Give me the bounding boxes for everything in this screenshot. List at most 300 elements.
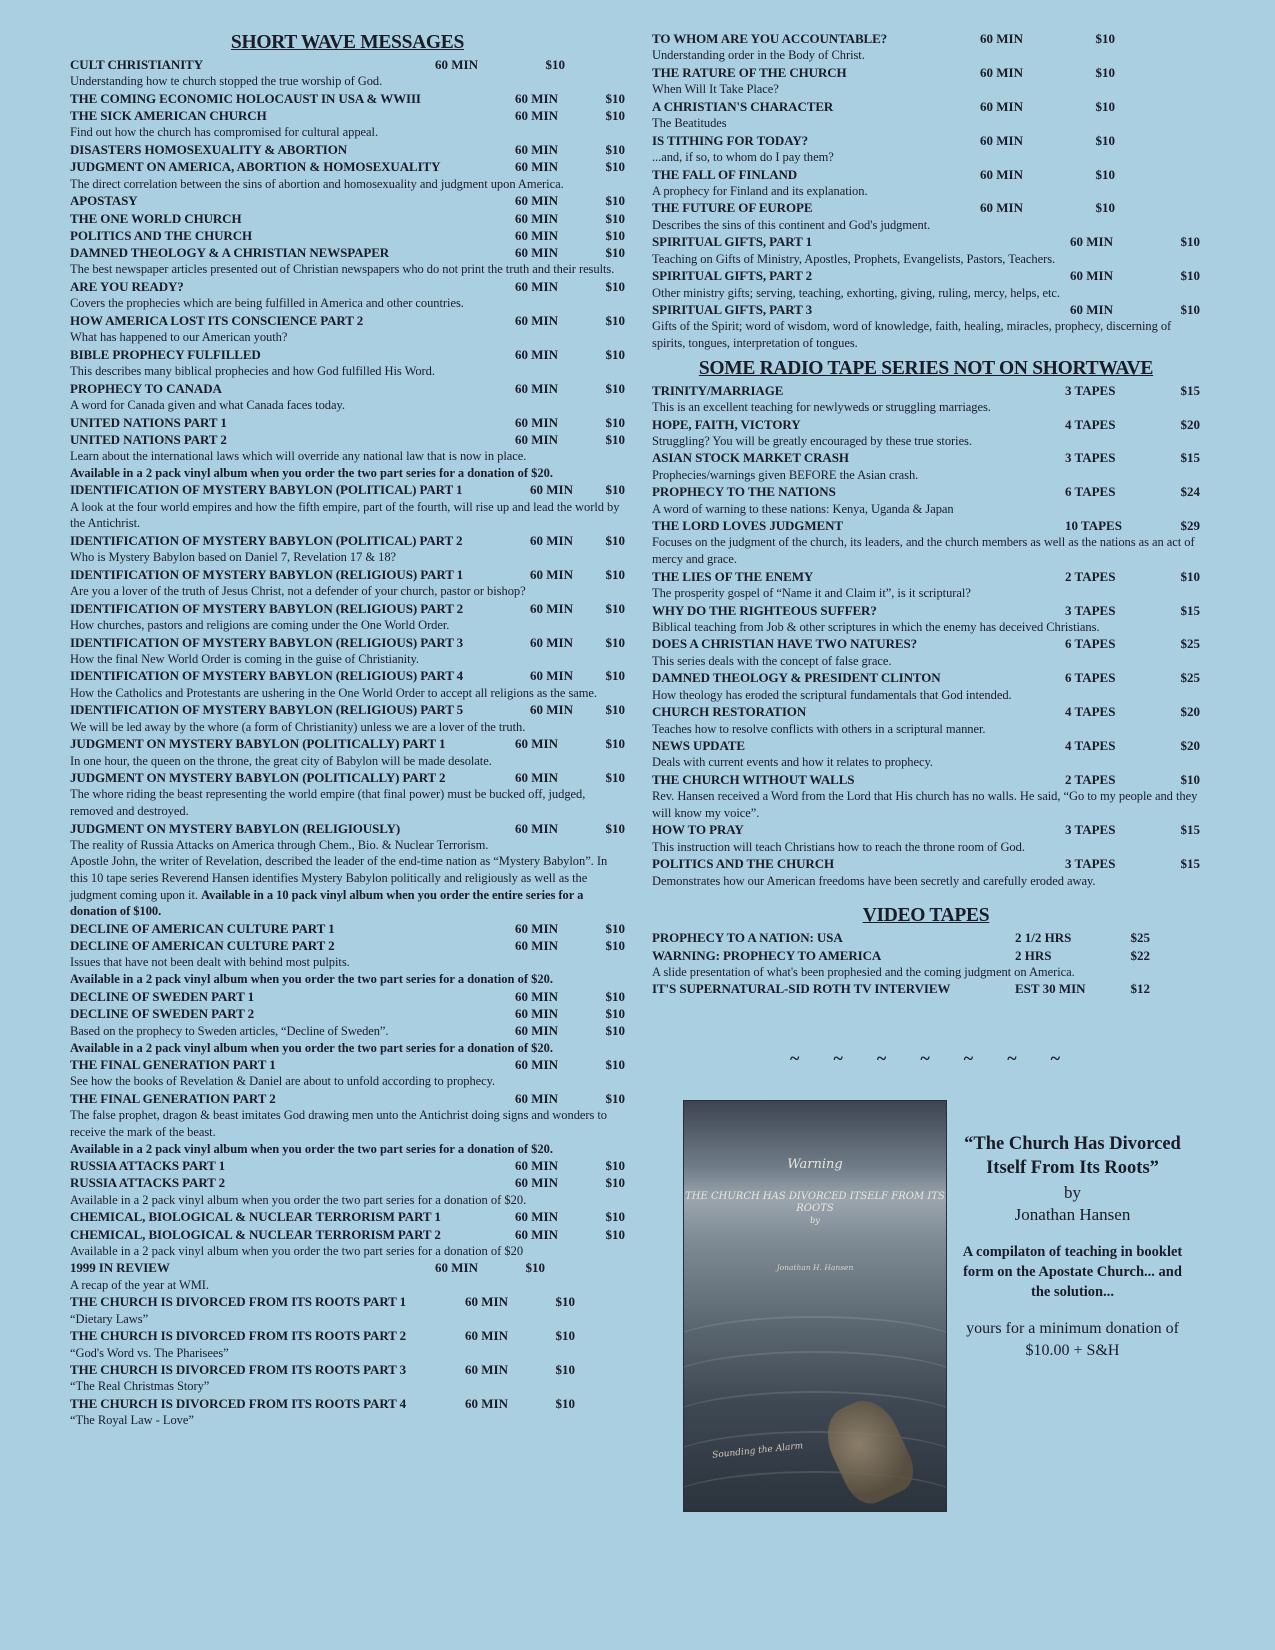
item-description: Rev. Hansen received a Word from the Lord that His church has no walls. He said, “Go to my people and they will know my voice”. (652, 789, 1198, 820)
catalog-item (70, 192, 625, 209)
album-offer-note: Available in a 2 pack vinyl album when you order the two part series for a donation of $20 (70, 1243, 524, 1258)
album-offer-note: Available in a 2 pack vinyl album when you order the two part series for a donation of $20. (70, 1040, 554, 1055)
item-duration: 60 MIN (530, 532, 573, 548)
item-price: $10 (605, 770, 625, 786)
item-description: Struggling? You will be greatly encouraged by these true stories. (652, 433, 972, 448)
catalog-item (652, 30, 1200, 64)
item-row (70, 1090, 625, 1107)
item-price: $12 (1130, 981, 1150, 997)
item-title: THE CHURCH WITHOUT WALLS (652, 772, 855, 787)
item-row (652, 568, 1200, 585)
item-duration: 60 MIN (515, 736, 558, 752)
item-duration: 3 TAPES (1065, 602, 1116, 618)
item-price: $10 (555, 1396, 575, 1412)
book-cover-image (683, 1100, 947, 1512)
item-row (70, 1226, 625, 1243)
item-row (70, 1157, 625, 1174)
item-title: JUDGMENT ON AMERICA, ABORTION & HOMOSEXUALITY (70, 159, 441, 175)
item-title: DOES A CHRISTIAN HAVE TWO NATURES? (652, 636, 917, 652)
item-row (652, 635, 1200, 652)
item-duration: 2 HRS (1015, 947, 1052, 963)
item-row (652, 980, 1200, 997)
item-row (70, 1056, 625, 1073)
item-title: IDENTIFICATION OF MYSTERY BABYLON (POLITICAL) PART 1 (70, 482, 463, 498)
item-duration: 60 MIN (1070, 234, 1113, 250)
item-row (652, 602, 1200, 619)
item-title: IDENTIFICATION OF MYSTERY BABYLON (RELIGIOUS) PART 1 (70, 566, 464, 582)
catalog-item (652, 233, 1200, 267)
catalog-item (652, 199, 1200, 233)
item-duration: 2 1/2 HRS (1015, 930, 1072, 946)
item-title: CHURCH RESTORATION (652, 704, 807, 720)
item-title: RUSSIA ATTACKS PART 2 (70, 1175, 226, 1191)
item-title: DECLINE OF AMERICAN CULTURE PART 2 (70, 938, 335, 954)
item-description: We will be led away by the whore (a form of Christianity) unless we are a lover of the truth. (70, 719, 526, 734)
item-duration: 60 MIN (515, 1005, 558, 1021)
item-title: CULT CHRISTIANITY (70, 57, 204, 72)
item-duration: 60 MIN (1070, 268, 1113, 284)
item-duration: 60 MIN (980, 200, 1023, 216)
item-title: IDENTIFICATION OF MYSTERY BABYLON (RELIGIOUS) PART 5 (70, 702, 464, 718)
catalog-item (70, 141, 625, 158)
item-price: $20 (1180, 704, 1200, 720)
item-description: In one hour, the queen on the throne, the great city of Babylon will be made desolate. (70, 753, 492, 768)
item-description: A word of warning to these nations: Kenya, Uganda & Japan (652, 501, 954, 516)
catalog-item (652, 301, 1200, 351)
item-duration: 60 MIN (515, 108, 558, 124)
item-title: UNITED NATIONS PART 2 (70, 431, 227, 447)
item-title: IDENTIFICATION OF MYSTERY BABYLON (RELIGIOUS) PART 2 (70, 600, 464, 616)
item-title: JUDGMENT ON MYSTERY BABYLON (RELIGIOUSLY) (70, 820, 401, 836)
item-price: $24 (1180, 484, 1200, 500)
item-price: $10 (605, 193, 625, 209)
item-row (70, 667, 625, 684)
item-description: What has happened to our American youth? (70, 330, 288, 345)
item-row (70, 1361, 625, 1378)
item-title: IT'S SUPERNATURAL-SID ROTH TV INTERVIEW (652, 981, 951, 997)
item-description: Teaches how to resolve conflicts with others in a scriptural manner. (652, 721, 986, 736)
catalog-item (70, 634, 625, 668)
item-duration: 60 MIN (980, 132, 1023, 148)
item-title: HOW TO PRAY (652, 822, 744, 838)
item-price: $10 (605, 279, 625, 295)
item-duration: 60 MIN (515, 414, 558, 430)
item-price: $10 (605, 312, 625, 328)
item-price: $10 (605, 380, 625, 396)
item-duration: 60 MIN (515, 1057, 558, 1073)
item-description: How churches, pastors and religions are coming under the One World Order. (70, 617, 450, 632)
catalog-item (652, 483, 1200, 517)
item-duration: 60 MIN (515, 346, 558, 362)
item-row (70, 532, 625, 549)
promo-title: “The Church Has Divorced Itself From Its Roots” (964, 1134, 1181, 1178)
item-title: NEWS UPDATE (652, 738, 745, 754)
item-title: THE LORD LOVES JUDGMENT (652, 518, 843, 534)
item-title: A CHRISTIAN'S CHARACTER (652, 98, 834, 114)
item-duration: 6 TAPES (1065, 670, 1116, 686)
item-price: $10 (1180, 234, 1200, 250)
item-row (652, 517, 1200, 534)
item-duration: 60 MIN (515, 820, 558, 836)
item-row (70, 346, 625, 363)
item-price: $25 (1130, 930, 1150, 946)
item-title: IDENTIFICATION OF MYSTERY BABYLON (RELIGIOUS) PART 4 (70, 668, 464, 684)
item-description: Teaching on Gifts of Ministry, Apostles, Prophets, Evangelists, Pastors, Teachers. (652, 251, 1056, 266)
item-duration: 60 MIN (1070, 302, 1113, 318)
item-description: The best newspaper articles presented out of Christian newspapers who do not print the truth and their results. (70, 262, 615, 277)
item-title: THE ONE WORLD CHURCH (70, 210, 242, 226)
item-duration: 2 TAPES (1065, 568, 1116, 584)
item-row (652, 382, 1200, 399)
item-price: $10 (605, 702, 625, 718)
promo-description: A compilaton of teaching in booklet form on the Apostate Church... and the solution... (962, 1244, 1183, 1300)
video-tapes-heading: VIDEO TAPES (862, 905, 990, 927)
item-title: CHEMICAL, BIOLOGICAL & NUCLEAR TERRORISM PART 2 (70, 1226, 441, 1242)
item-price: $10 (555, 1294, 575, 1310)
item-title: SPIRITUAL GIFTS, PART 1 (652, 234, 813, 250)
catalog-item (70, 1327, 625, 1361)
right-column (652, 30, 1200, 998)
item-title: THE RATURE OF THE CHURCH (652, 64, 847, 80)
item-price: $10 (1095, 132, 1115, 148)
catalog-item (652, 635, 1200, 669)
item-title: UNITED NATIONS PART 1 (70, 414, 227, 430)
catalog-item (652, 929, 1200, 946)
book-cover-warning: Warning (787, 1157, 843, 1172)
item-title: PROPHECY TO A NATION: USA (652, 930, 843, 946)
catalog-item (70, 107, 625, 141)
item-price: $10 (1095, 98, 1115, 114)
catalog-item (652, 98, 1200, 132)
catalog-item (70, 769, 625, 819)
catalog-item (70, 312, 625, 346)
item-price: $29 (1180, 518, 1200, 534)
item-duration: 3 TAPES (1065, 450, 1116, 466)
item-price: $10 (605, 600, 625, 616)
misc-message-list (652, 30, 1200, 352)
item-price: $10 (525, 1260, 545, 1276)
catalog-item (652, 602, 1200, 636)
item-row (652, 947, 1200, 964)
item-price: $25 (1180, 636, 1200, 652)
book-promo (960, 1132, 1185, 1362)
item-row (652, 855, 1200, 872)
item-duration: 60 MIN (980, 64, 1023, 80)
item-price: $10 (605, 1158, 625, 1174)
item-price: $10 (605, 820, 625, 836)
item-duration: 60 MIN (515, 988, 558, 1004)
item-title: THE FINAL GENERATION PART 1 (70, 1057, 276, 1073)
item-row (70, 634, 625, 651)
item-description: “Dietary Laws” (70, 1311, 149, 1326)
item-title: IS TITHING FOR TODAY? (652, 132, 809, 148)
item-title: DECLINE OF SWEDEN PART 1 (70, 988, 254, 1004)
item-description: ...and, if so, to whom do I pay them? (652, 149, 834, 164)
item-title: DAMNED THEOLOGY & A CHRISTIAN NEWSPAPER (70, 245, 390, 261)
item-row (70, 1022, 625, 1039)
item-row (70, 937, 625, 954)
catalog-item (70, 1226, 625, 1260)
item-row (70, 481, 625, 498)
item-price: $10 (605, 346, 625, 362)
item-title: SPIRITUAL GIFTS, PART 2 (652, 268, 813, 284)
item-price: $10 (555, 1328, 575, 1344)
item-description: Deals with current events and how it relates to prophecy. (652, 755, 933, 770)
item-row (70, 158, 625, 175)
item-price: $10 (605, 210, 625, 226)
item-row (652, 98, 1200, 115)
item-duration: 60 MIN (515, 770, 558, 786)
item-duration: 4 TAPES (1065, 416, 1116, 432)
item-duration: 60 MIN (530, 566, 573, 582)
item-duration: 60 MIN (515, 142, 558, 158)
item-row (70, 1293, 625, 1310)
catalog-item (652, 416, 1200, 450)
shortwave-column (70, 30, 625, 1429)
item-description: Issues that have not been dealt with behind most pulpits. (70, 955, 350, 970)
item-row (652, 166, 1200, 183)
item-row (70, 1395, 625, 1412)
item-price: $10 (605, 1005, 625, 1021)
item-title: HOW AMERICA LOST ITS CONSCIENCE PART 2 (70, 312, 364, 328)
item-duration: 60 MIN (515, 1226, 558, 1242)
item-title: WHY DO THE RIGHTEOUS SUFFER? (652, 602, 877, 618)
item-price: $22 (1130, 947, 1150, 963)
item-price: $10 (605, 1226, 625, 1242)
book-cover-title: THE CHURCH HAS DIVORCED ITSELF FROM ITS ROOTS by (685, 1191, 945, 1225)
item-title: PROPHECY TO CANADA (70, 380, 222, 396)
item-price: $10 (605, 668, 625, 684)
item-title: IDENTIFICATION OF MYSTERY BABYLON (RELIGIOUS) PART 3 (70, 634, 464, 650)
item-price: $10 (605, 482, 625, 498)
item-description: “The Royal Law - Love” (70, 1413, 194, 1428)
item-title: TRINITY/MARRIAGE (652, 382, 784, 398)
item-description: See how the books of Revelation & Daniel are about to unfold according to prophecy. (70, 1074, 496, 1089)
item-title: DECLINE OF AMERICAN CULTURE PART 1 (70, 920, 335, 936)
item-description-extended (70, 853, 625, 919)
item-description: Biblical teaching from Job & other scriptures in which the enemy has deceived Christians. (652, 619, 1100, 634)
item-title: THE FINAL GENERATION PART 2 (70, 1091, 276, 1107)
item-price: $10 (605, 920, 625, 936)
item-title: CHEMICAL, BIOLOGICAL & NUCLEAR TERRORISM PART 1 (70, 1209, 441, 1225)
catalog-item (652, 132, 1200, 166)
catalog-item (652, 855, 1200, 889)
catalog-item (652, 382, 1200, 416)
radio-series-heading: SOME RADIO TAPE SERIES NOT ON SHORTWAVE (698, 357, 1154, 379)
catalog-item (70, 1174, 625, 1208)
item-duration: 60 MIN (435, 57, 478, 72)
item-title: HOPE, FAITH, VICTORY (652, 416, 801, 432)
item-title: THE CHURCH IS DIVORCED FROM ITS ROOTS PART 2 (70, 1328, 407, 1344)
item-description: The reality of Russia Attacks on America through Chem., Bio. & Nuclear Terrorism. (70, 837, 489, 852)
item-duration: 60 MIN (980, 98, 1023, 114)
item-duration: 4 TAPES (1065, 704, 1116, 720)
catalog-item (652, 64, 1200, 98)
item-duration: 60 MIN (530, 482, 573, 498)
item-price: $10 (545, 57, 565, 72)
catalog-item (652, 737, 1200, 771)
item-duration: 60 MIN (515, 1091, 558, 1107)
item-description: This is an excellent teaching for newlyweds or struggling marriages. (652, 399, 991, 414)
item-price: $15 (1180, 450, 1200, 466)
item-description: Covers the prophecies which are being fulfilled in America and other countries. (70, 296, 464, 311)
item-row (652, 416, 1200, 433)
catalog-item (70, 1022, 625, 1056)
item-title: JUDGMENT ON MYSTERY BABYLON (POLITICALLY) PART 2 (70, 770, 446, 786)
catalog-item (70, 988, 625, 1005)
item-title: THE FUTURE OF EUROPE (652, 200, 813, 216)
item-description: Understanding order in the Body of Christ. (652, 48, 865, 63)
item-price: $10 (605, 1091, 625, 1107)
album-offer-note: Available in a 2 pack vinyl album when you order the two part series for a donation of $20. (70, 1192, 527, 1207)
catalog-item (652, 166, 1200, 200)
item-price: $10 (605, 1057, 625, 1073)
item-description: Describes the sins of this continent and God's judgment. (652, 217, 931, 232)
item-title: BIBLE PROPHECY FULFILLED (70, 346, 261, 362)
item-row (70, 1005, 625, 1022)
item-price: $15 (1180, 602, 1200, 618)
item-price: $25 (1180, 670, 1200, 686)
item-duration: 60 MIN (515, 279, 558, 295)
item-duration: 60 MIN (515, 920, 558, 936)
catalog-item (70, 1090, 625, 1157)
item-duration: 60 MIN (515, 210, 558, 226)
item-row (70, 600, 625, 617)
item-price: $10 (605, 1209, 625, 1225)
item-price: $10 (1180, 772, 1200, 787)
tilde: ~ (963, 1048, 974, 1068)
album-offer-note: Available in a 2 pack vinyl album when you order the two part series for a donation of $20. (70, 1141, 554, 1156)
catalog-item (70, 1395, 625, 1429)
item-duration: 60 MIN (515, 227, 558, 243)
item-row (70, 735, 625, 752)
item-row (652, 132, 1200, 149)
item-description: The Beatitudes (652, 116, 727, 131)
item-duration: 60 MIN (980, 166, 1023, 182)
item-row (652, 929, 1200, 946)
item-duration: 60 MIN (980, 31, 1023, 46)
item-row (70, 107, 625, 124)
item-title: THE COMING ECONOMIC HOLOCAUST IN USA & WWIII (70, 90, 421, 106)
item-price: $10 (605, 108, 625, 124)
item-duration: 60 MIN (515, 159, 558, 175)
item-description: Are you a lover of the truth of Jesus Christ, not a defender of your church, pastor or bishop? (70, 584, 526, 599)
item-description: “The Real Christmas Story” (70, 1379, 210, 1394)
item-title: TO WHOM ARE YOU ACCOUNTABLE? (652, 31, 888, 46)
item-price: $15 (1180, 822, 1200, 838)
catalog-item (652, 821, 1200, 855)
item-price: $10 (605, 566, 625, 582)
item-title: POLITICS AND THE CHURCH (70, 227, 253, 243)
item-price: $10 (1180, 302, 1200, 318)
item-description: The direct correlation between the sins of abortion and homosexuality and judgment upon America. (70, 176, 564, 191)
item-price: $10 (605, 736, 625, 752)
item-duration: 60 MIN (465, 1328, 508, 1344)
item-duration: 60 MIN (465, 1396, 508, 1412)
item-row (70, 820, 625, 837)
promo-offer: yours for a minimum donation of $10.00 + S&H (966, 1320, 1179, 1359)
item-duration: 60 MIN (515, 938, 558, 954)
item-duration: 60 MIN (530, 634, 573, 650)
item-title: JUDGMENT ON MYSTERY BABYLON (POLITICALLY) PART 1 (70, 736, 446, 752)
item-title: RUSSIA ATTACKS PART 1 (70, 1158, 226, 1174)
catalog-item (70, 937, 625, 987)
item-row (652, 483, 1200, 500)
item-price: $10 (1095, 166, 1115, 182)
item-description: A slide presentation of what's been prophesied and the coming judgment on America. (652, 964, 1075, 979)
catalog-item (70, 56, 625, 90)
catalog-item (70, 1361, 625, 1395)
item-row (70, 210, 625, 227)
item-description: Prophecies/warnings given BEFORE the Asian crash. (652, 467, 919, 482)
item-duration: 10 TAPES (1065, 518, 1122, 534)
item-description: Demonstrates how our American freedoms have been secretly and carefully eroded away. (652, 873, 1096, 888)
item-row (652, 301, 1200, 318)
item-row (70, 988, 625, 1005)
catalog-item (652, 669, 1200, 703)
item-row (652, 233, 1200, 250)
item-row (70, 56, 625, 73)
item-row (70, 1174, 625, 1191)
item-title: ARE YOU READY? (70, 279, 184, 295)
item-title: PROPHECY TO THE NATIONS (652, 484, 836, 500)
album-offer-note: Available in a 2 pack vinyl album when you order the two part series for a donation of $20. (70, 465, 554, 480)
extended-text: Apostle John, the writer of Revelation, described the leader of the end-time nation as “Mystery Babylon”. In this 10 tape series Reverend Hansen identifies Mystery Babylon politically and religiously as well as the judgment coming upon it. (70, 854, 608, 902)
item-price: $10 (605, 414, 625, 430)
item-row (70, 278, 625, 295)
item-duration: 3 TAPES (1065, 856, 1116, 872)
item-title: ASIAN STOCK MARKET CRASH (652, 450, 849, 466)
item-description: When Will It Take Place? (652, 82, 779, 97)
item-row (652, 30, 1200, 47)
item-description: The prosperity gospel of “Name it and Claim it”, is it scriptural? (652, 585, 971, 600)
item-duration: 60 MIN (515, 431, 558, 447)
item-description: A recap of the year at WMI. (70, 1277, 209, 1292)
item-price: $10 (605, 1023, 625, 1039)
item-description: Find out how the church has compromised for cultural appeal. (70, 125, 379, 140)
item-row (70, 414, 625, 431)
item-description: How the final New World Order is coming in the guise of Christianity. (70, 651, 419, 666)
item-duration: 60 MIN (515, 1209, 558, 1225)
catalog-item (70, 566, 625, 600)
item-duration: 2 TAPES (1065, 772, 1116, 787)
shortwave-heading: SHORT WAVE MESSAGES (230, 32, 465, 53)
item-row (652, 64, 1200, 81)
item-description: A look at the four world empires and how the fifth empire, part of the fourth, will rise up and lead the world by the Antichrist. (70, 499, 620, 531)
item-price: $10 (1095, 64, 1115, 80)
item-row (70, 90, 625, 107)
item-row (652, 737, 1200, 754)
promo-author: Jonathan Hansen (1014, 1205, 1131, 1224)
item-price: $10 (605, 988, 625, 1004)
item-title: 1999 IN REVIEW (70, 1260, 170, 1276)
item-price: $20 (1180, 738, 1200, 754)
shortwave-list (70, 56, 625, 1429)
catalog-item (70, 244, 625, 278)
catalog-item (652, 568, 1200, 602)
catalog-item (70, 701, 625, 735)
catalog-item (70, 667, 625, 701)
catalog-item (70, 90, 625, 107)
item-row (652, 199, 1200, 216)
item-duration: EST 30 MIN (1015, 981, 1086, 997)
item-description: This describes many biblical prophecies and how God fulfilled His Word. (70, 364, 435, 379)
item-description: The false prophet, dragon & beast imitates God drawing men unto the Antichrist doing signs and wonders to receive the mark of the beast. (70, 1108, 608, 1139)
book-cover-author: Jonathan H. Hansen (776, 1263, 854, 1272)
item-description: This series deals with the concept of false grace. (652, 653, 892, 668)
tilde: ~ (876, 1048, 887, 1068)
catalog-item (652, 771, 1200, 821)
